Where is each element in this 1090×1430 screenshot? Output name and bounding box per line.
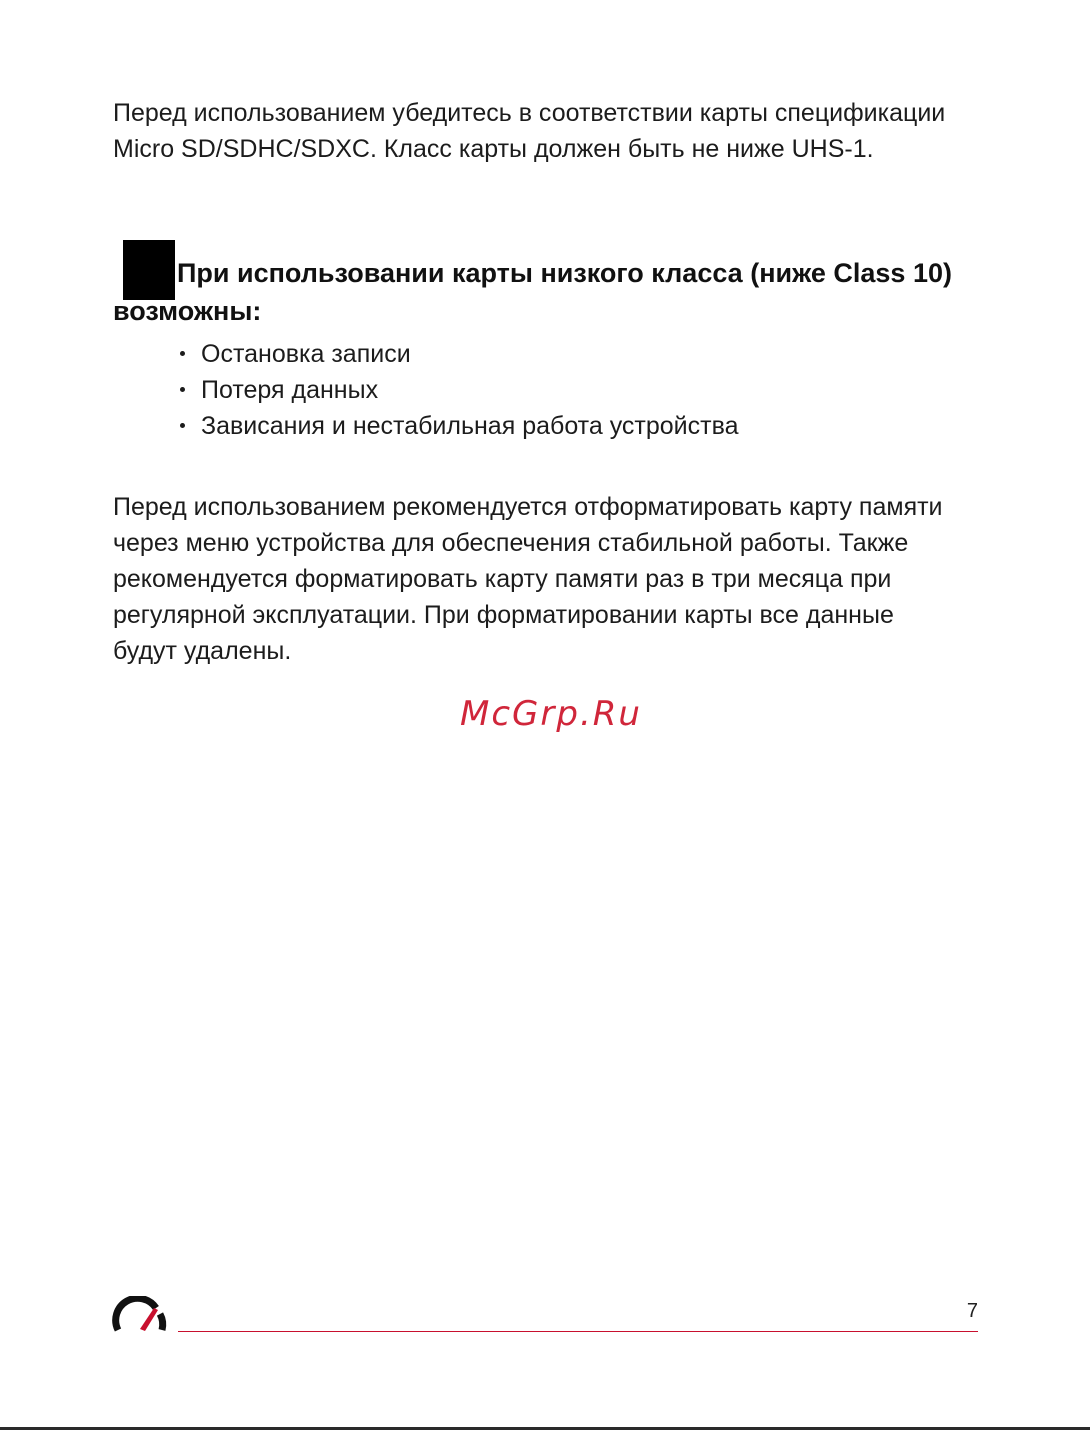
bullet-icon xyxy=(180,387,185,392)
bullet-icon xyxy=(180,423,185,428)
watermark xyxy=(0,694,1090,734)
watermark-text: McGrp.Ru xyxy=(460,694,642,734)
list-item-text: Остановка записи xyxy=(201,340,411,368)
speedometer-logo-icon xyxy=(112,1296,168,1332)
page-number: 7 xyxy=(966,1300,978,1322)
list-item xyxy=(177,336,973,372)
format-paragraph: Перед использованием рекомендуется отформатировать карту памяти через меню устройства для обеспечения стабильной работы. Также рекомендуется форматировать карту памяти раз в три месяца при регулярной эксплуатации. При форматировании карты все данные будут удалены. xyxy=(113,493,943,665)
warning-title: При использовании карты низкого класса (ниже Class 10) возможны: xyxy=(113,258,952,326)
list-item-text: Потеря данных xyxy=(201,376,379,404)
footer-divider xyxy=(178,1331,978,1332)
warning-list xyxy=(113,336,973,444)
list-item-text: Зависания и нестабильная работа устройства xyxy=(201,412,739,440)
bullet-icon xyxy=(180,351,185,356)
list-item xyxy=(177,372,973,408)
list-item xyxy=(177,408,973,444)
intro-paragraph: Перед использованием убедитесь в соответствии карты спецификации Micro SD/SDHC/SDXC. Класс карты должен быть не ниже UHS-1. xyxy=(113,99,946,163)
warning-block xyxy=(113,240,973,444)
